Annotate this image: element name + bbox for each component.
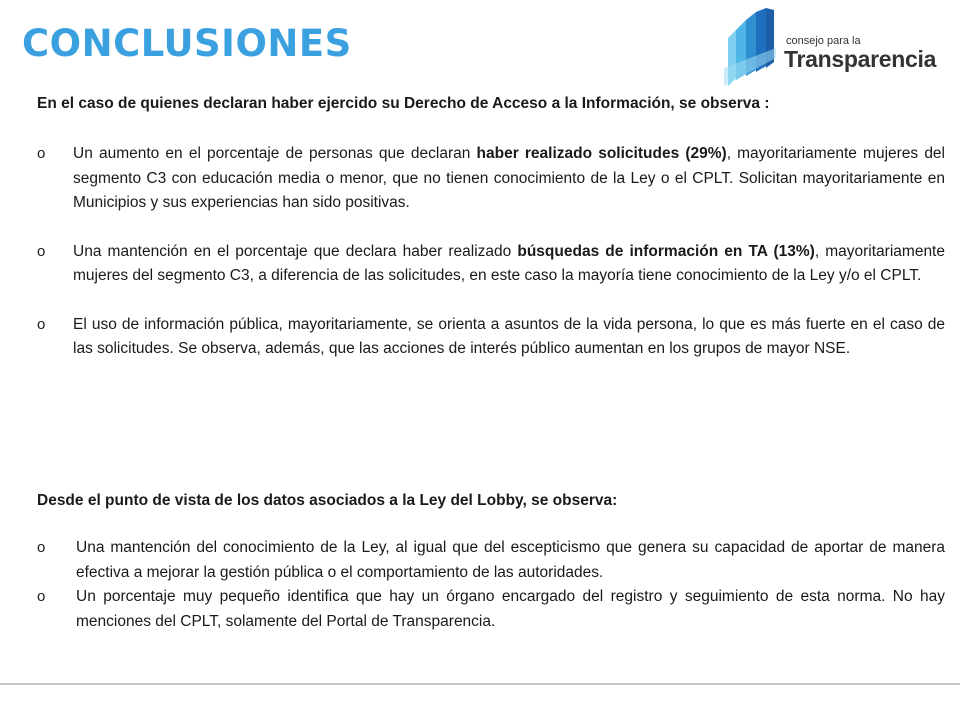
logo-line2: Transparencia: [784, 46, 937, 72]
item-text: Una mantención del conocimiento de la Ley, al igual que del escepticismo que genera su capacidad de aportar de manera efectiva a mejorar la gestión pública o el comportamiento de las autoridades.: [76, 539, 945, 581]
consejo-transparencia-logo: [724, 8, 937, 88]
item-highlight: haber realizado solicitudes (29%): [476, 145, 727, 162]
list-item: [37, 536, 945, 585]
bullet-marker: o: [37, 242, 46, 260]
bullet-marker: o: [37, 588, 46, 605]
bullet-marker: o: [37, 539, 46, 556]
list-item: [37, 313, 945, 362]
section2-list: [37, 536, 945, 634]
logo-line1: consejo para la: [786, 35, 861, 47]
item-highlight: búsquedas de información en TA (13%): [517, 242, 815, 260]
footer-divider: [0, 683, 960, 685]
item-text: Un porcentaje muy pequeño identifica que hay un órgano encargado del registro y seguimiento de esta norma. No hay menciones del CPLT, solamente del Portal de Transparencia.: [76, 588, 945, 630]
bullet-marker: o: [37, 145, 46, 162]
section1-list: [37, 142, 945, 386]
item-text-rest: , mayoritariamente mujeres del segmento C3, a diferencia de las solicitudes, en este caso la mayoría tiene conocimiento de la Ley y/o el CPLT.: [73, 242, 945, 284]
list-item: [37, 142, 945, 216]
item-text: Una mantención en el porcentaje que declara haber realizado: [73, 242, 518, 260]
list-item: [37, 585, 945, 634]
item-text-rest: , mayoritariamente mujeres del segmento C3 con educación media o menor, que no tienen conocimiento de la Ley o el CPLT. Solicitan mayoritariamente en Municipios y sus experiencias han sido positivas.: [73, 145, 945, 211]
page-title: CONCLUSIONES: [22, 22, 352, 65]
item-text: El uso de información pública, mayoritariamente, se orienta a asuntos de la vida persona, lo que es más fuerte en el caso de las solicitudes. Se observa, además, que las acciones de interés público aumentan en los grupos de mayor NSE.: [73, 315, 945, 357]
bullet-marker: o: [37, 315, 46, 333]
list-item: [37, 240, 945, 289]
section1-intro: En el caso de quienes declaran haber ejercido su Derecho de Acceso a la Información, se observa :: [37, 95, 770, 112]
item-text: Un aumento en el porcentaje de personas que declaran: [73, 145, 477, 162]
section2-intro: Desde el punto de vista de los datos asociados a la Ley del Lobby, se observa:: [37, 492, 618, 509]
